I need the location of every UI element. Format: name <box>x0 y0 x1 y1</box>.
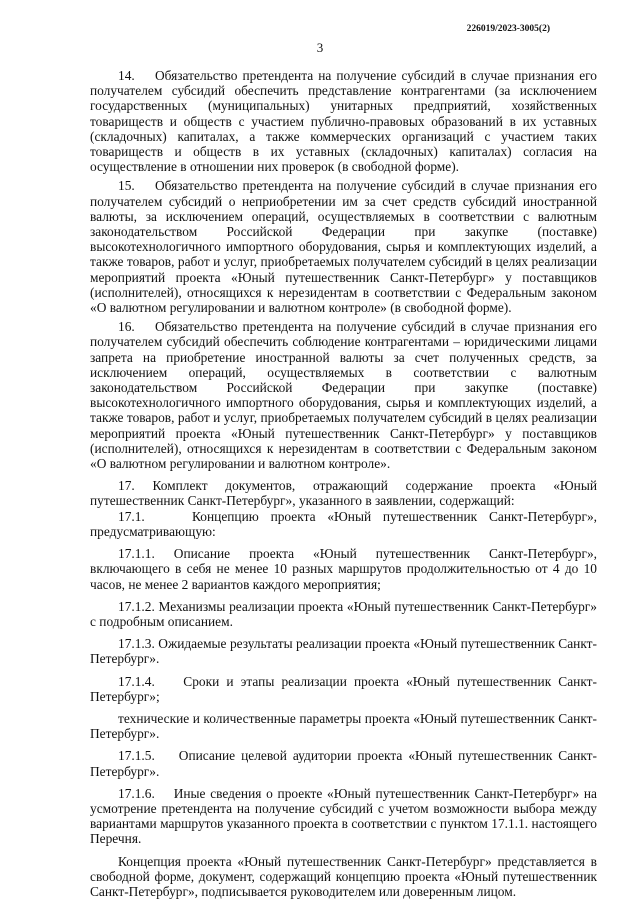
paragraph-17-1-4: 17.1.4. Сроки и этапы реализации проекта «Юный путешественник Санкт-Петербург»; <box>90 673 597 704</box>
paragraph-17-1-5: 17.1.5. Описание целевой аудитории проекта «Юный путешественник Санкт-Петербург». <box>90 748 597 779</box>
paragraph-17-1-1: 17.1.1. Описание проекта «Юный путешественник Санкт-Петербург», включающего в себя не менее 10 разных маршрутов продолжительностью от 4 до 10 часов, не менее 2 вариантов каждого мероприятия; <box>90 546 597 592</box>
document-body <box>90 68 597 899</box>
paragraph-concept-note: Концепция проекта «Юный путешественник Санкт-Петербург» представляется в свободной форме, документ, содержащий концепцию проекта «Юный путешественник Санкт-Петербург», подписывается руководителем или доверенным лицом. <box>90 853 597 899</box>
paragraph-17-1: 17.1. Концепцию проекта «Юный путешественник Санкт-Петербург», предусматривающую: <box>90 508 597 539</box>
paragraph-16: 16. Обязательство претендента на получение субсидий в случае признания его получателем субсидий обеспечить соблюдение контрагентами – юридическими лицами запрета на приобретение иностранной валюты за счет полученных средств, за исключением операций, осуществляемых в соответствии с валютным законодательством Российской Федерации при закупке (поставке) высокотехнологичного импортного оборудования, сырья и комплектующих изделий, а также товаров, работ и услуг, приобретаемых получателем субсидий в целях реализации мероприятий проекта «Юный путешественник Санкт-Петербург» у поставщиков (исполнителей), относящихся к нерезидентам в соответствии с Федеральным законом «О валютном регулировании и валютном контроле». <box>90 319 597 472</box>
paragraph-14: 14. Обязательство претендента на получение субсидий в случае признания его получателем субсидий обеспечить представление контрагентами (за исключением государственных (муниципальных) унитарных предприятий, хозяйственных товариществ и обществ с участием публично-правовых образований в их уставных (складочных) капиталах, а также коммерческих организаций с участием таких товариществ и обществ в их уставных (складочных) капиталах) согласия на осуществление в отношении них проверок (в свободной форме). <box>90 68 597 175</box>
document-registration-number: 226019/2023-3005(2) <box>466 24 550 34</box>
paragraph-17-1-3: 17.1.3. Ожидаемые результаты реализации проекта «Юный путешественник Санкт-Петербург». <box>90 636 597 667</box>
paragraph-15: 15. Обязательство претендента на получение субсидий в случае признания его получателем субсидий о неприобретении им за счет средств субсидий иностранной валюты, за исключением операций, осуществляемых в соответствии с валютным законодательством Российской Федерации при закупке (поставке) высокотехнологичного импортного оборудования, сырья и комплектующих изделий, а также товаров, работ и услуг, приобретаемых получателем субсидий в целях реализации мероприятий проекта «Юный путешественник Санкт-Петербург» у поставщиков (исполнителей), относящихся к нерезидентам в соответствии с Федеральным законом «О валютном регулировании и валютном контроле» (в свободной форме). <box>90 178 597 316</box>
paragraph-technical-parameters: технические и количественные параметры проекта «Юный путешественник Санкт-Петербург». <box>90 710 597 742</box>
paragraph-17-1-2: 17.1.2. Механизмы реализации проекта «Юный путешественник Санкт-Петербург» с подробным описанием. <box>90 598 597 629</box>
page-number: 3 <box>316 40 324 55</box>
paragraph-17: 17. Комплект документов, отражающий содержание проекта «Юный путешественник Санкт-Петербург», указанного в заявлении, содержащий: <box>90 478 597 509</box>
paragraph-17-1-6: 17.1.6. Иные сведения о проекте «Юный путешественник Санкт-Петербург» на усмотрение претендента на получение субсидий с учетом возможности выбора между вариантами маршрутов указанного проекта в соответствии с пунктом 17.1.1. настоящего Перечня. <box>90 785 597 847</box>
